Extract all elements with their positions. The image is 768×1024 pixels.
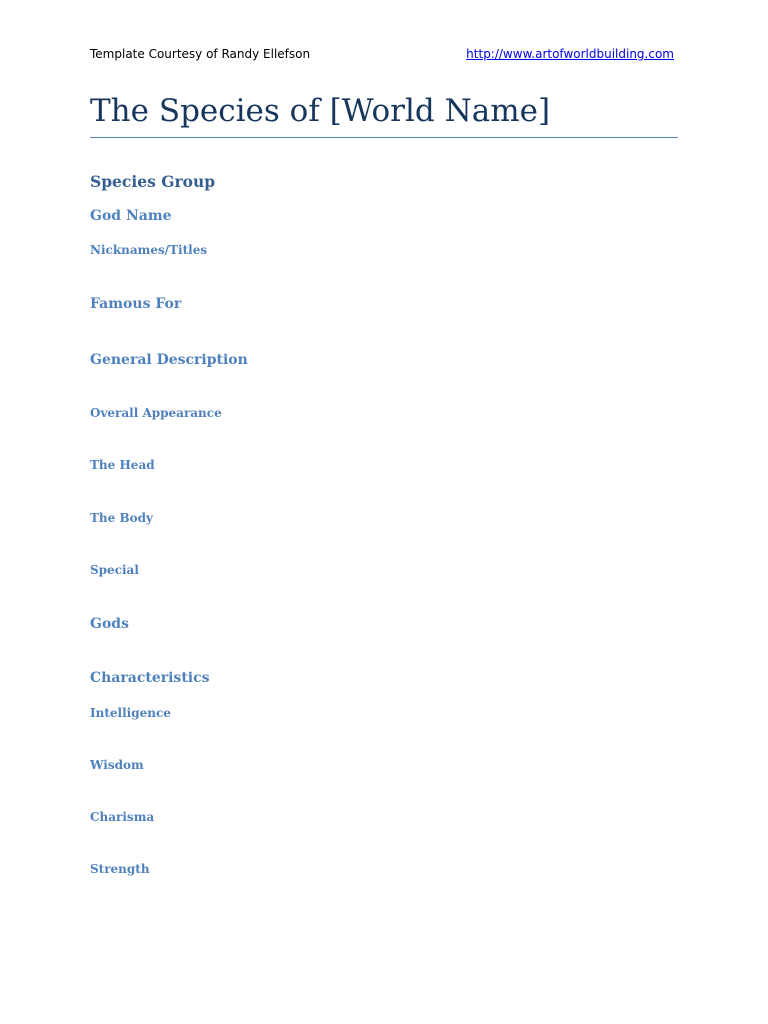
website-link[interactable]: http://www.artofworldbuilding.com — [466, 47, 674, 61]
heading-strength: Strength — [90, 862, 150, 876]
heading-charisma: Charisma — [90, 810, 155, 824]
heading-gods: Gods — [90, 616, 129, 632]
header-credit: Template Courtesy of Randy Ellefson — [90, 47, 311, 61]
title-underline — [90, 137, 678, 138]
heading-overall-appearance: Overall Appearance — [90, 406, 222, 420]
heading-wisdom: Wisdom — [90, 758, 144, 772]
heading-intelligence: Intelligence — [90, 706, 171, 720]
heading-nicknames-titles: Nicknames/Titles — [90, 243, 208, 257]
heading-characteristics: Characteristics — [90, 670, 210, 686]
heading-general-description: General Description — [90, 352, 248, 368]
heading-special: Special — [90, 563, 139, 577]
heading-god-name: God Name — [90, 208, 172, 224]
heading-famous-for: Famous For — [90, 296, 182, 312]
heading-the-head: The Head — [90, 458, 155, 472]
heading-the-body: The Body — [90, 511, 153, 525]
heading-species-group: Species Group — [90, 172, 216, 191]
page-title: The Species of [World Name] — [90, 93, 551, 129]
